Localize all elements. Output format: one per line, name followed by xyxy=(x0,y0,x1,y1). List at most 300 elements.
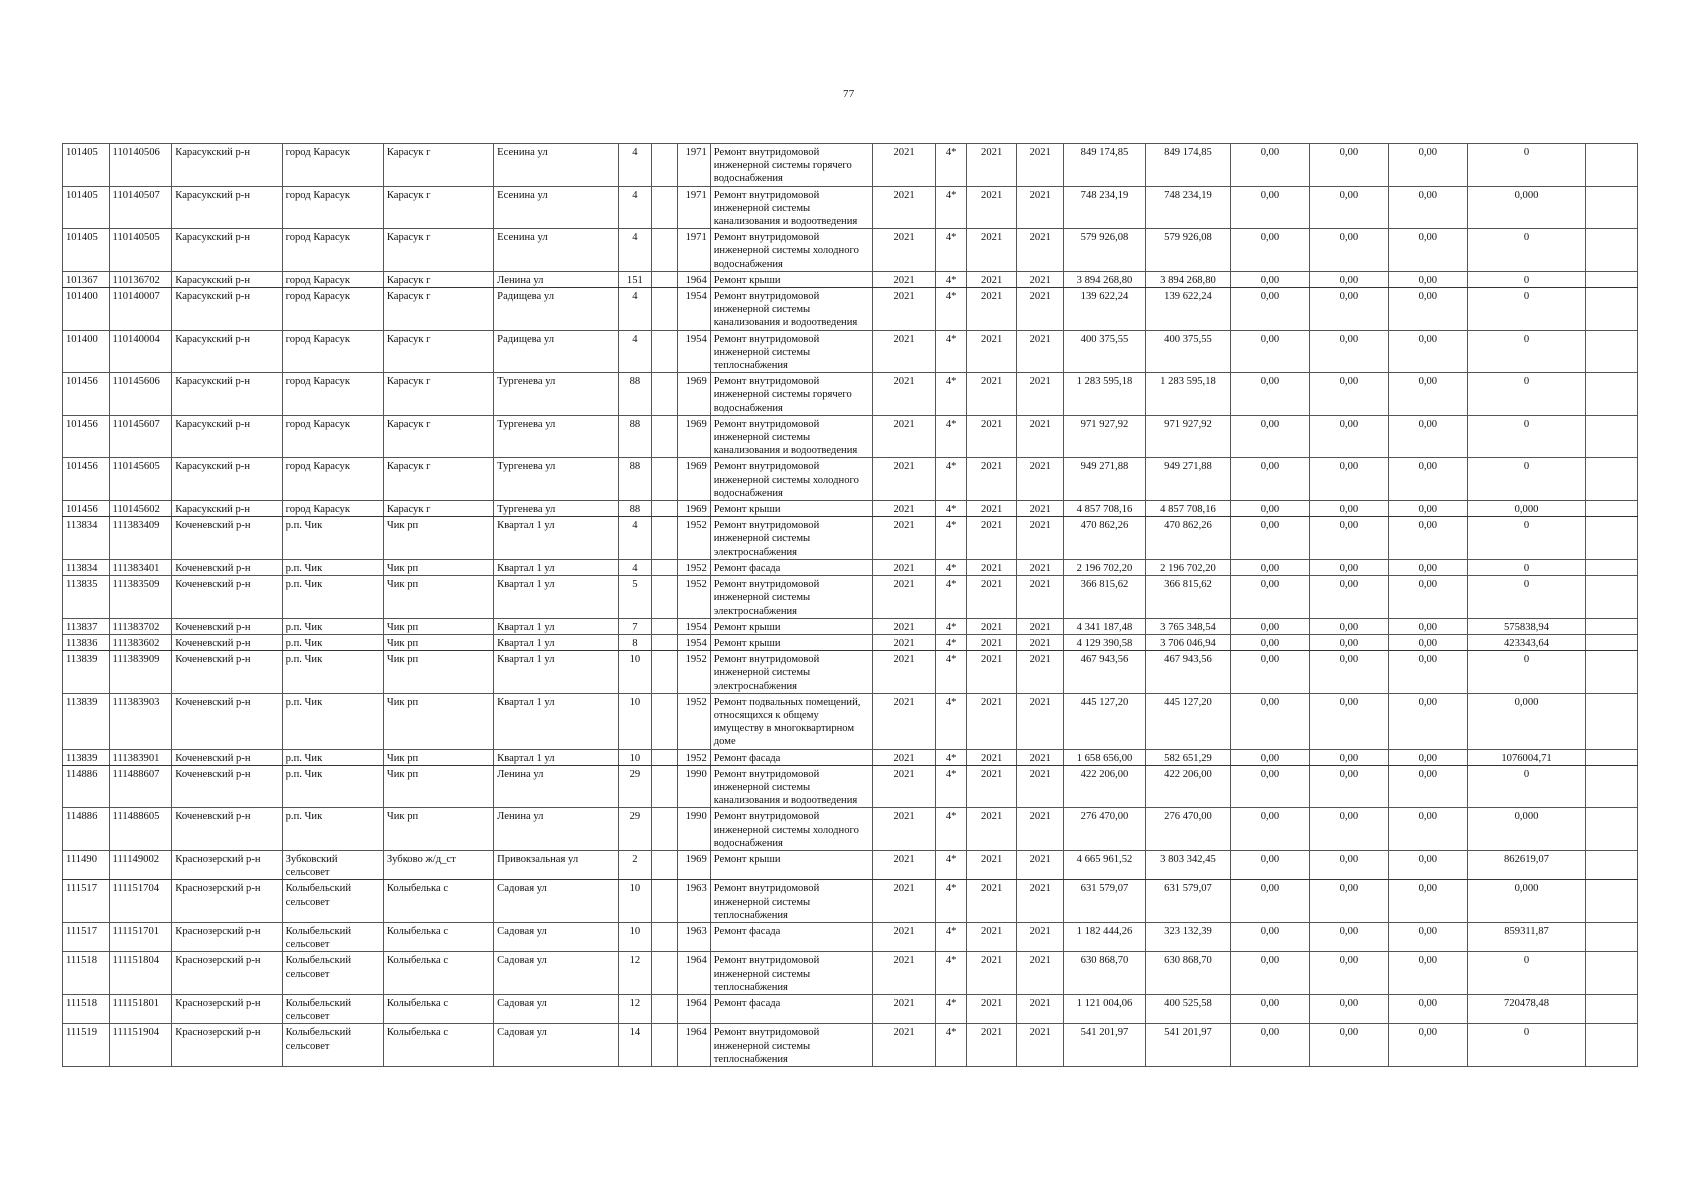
cell-end-year: 2021 xyxy=(1017,415,1064,458)
cell-fund-cost: 276 470,00 xyxy=(1145,808,1230,851)
cell-work-type: Ремонт внутридомовой инженерной системы холодного водоснабжения xyxy=(710,458,872,501)
cell-build-year: 1990 xyxy=(678,765,710,808)
cell-priority: 4* xyxy=(936,693,966,749)
cell-fund-cost: 139 622,24 xyxy=(1145,288,1230,331)
cell-district: Карасукский р-н xyxy=(172,415,282,458)
cell-street: Садовая ул xyxy=(494,1024,619,1067)
cell-street: Квартал 1 ул xyxy=(494,634,619,650)
cell-house-number: 4 xyxy=(618,559,651,575)
cell-object-code: 111383409 xyxy=(109,517,172,560)
cell-budget-local: 0,00 xyxy=(1388,880,1467,923)
cell-building xyxy=(652,229,678,272)
cell-budget-federal: 0,00 xyxy=(1231,634,1310,650)
cell-fund-cost: 470 862,26 xyxy=(1145,517,1230,560)
cell-fund-cost: 323 132,39 xyxy=(1145,922,1230,951)
cell-build-year: 1964 xyxy=(678,952,710,995)
page-number: 77 xyxy=(843,88,855,100)
cell-budget-local: 0,00 xyxy=(1388,808,1467,851)
cell-house-number: 4 xyxy=(618,330,651,373)
cell-end-year: 2021 xyxy=(1017,288,1064,331)
cell-work-type: Ремонт подвальных помещений, относящихся к общему имуществу в многоквартирном доме xyxy=(710,693,872,749)
cell-total-cost: 366 815,62 xyxy=(1064,576,1146,619)
cell-priority: 4* xyxy=(936,634,966,650)
cell-build-year: 1969 xyxy=(678,501,710,517)
cell-building xyxy=(652,330,678,373)
cell-settlement: Карасук г xyxy=(383,144,493,187)
cell-work-type: Ремонт внутридомовой инженерной системы электроснабжения xyxy=(710,651,872,694)
cell-street: Квартал 1 ул xyxy=(494,749,619,765)
cell-budget-regional: 0,00 xyxy=(1309,1024,1388,1067)
cell-building xyxy=(652,576,678,619)
cell-municipality: город Карасук xyxy=(282,271,383,287)
cell-budget-regional: 0,00 xyxy=(1309,850,1388,879)
cell-house-id: 113836 xyxy=(63,634,110,650)
cell-budget-federal: 0,00 xyxy=(1231,922,1310,951)
cell-street: Тургенева ул xyxy=(494,415,619,458)
table-row xyxy=(63,288,1638,331)
cell-total-cost: 4 129 390,58 xyxy=(1064,634,1146,650)
cell-budget-regional: 0,00 xyxy=(1309,458,1388,501)
cell-street: Ленина ул xyxy=(494,271,619,287)
cell-total-cost: 4 857 708,16 xyxy=(1064,501,1146,517)
cell-total-cost: 422 206,00 xyxy=(1064,765,1146,808)
cell-street: Есенина ул xyxy=(494,229,619,272)
cell-priority: 4* xyxy=(936,186,966,229)
cell-fund-cost: 541 201,97 xyxy=(1145,1024,1230,1067)
cell-start-year: 2021 xyxy=(966,288,1017,331)
cell-fund-cost: 445 127,20 xyxy=(1145,693,1230,749)
cell-start-year: 2021 xyxy=(966,651,1017,694)
cell-budget-federal: 0,00 xyxy=(1231,144,1310,187)
cell-work-type: Ремонт фасада xyxy=(710,749,872,765)
cell-owners-funds: 859311,87 xyxy=(1467,922,1585,951)
cell-settlement: Чик рп xyxy=(383,559,493,575)
cell-fund-cost: 949 271,88 xyxy=(1145,458,1230,501)
cell-budget-local: 0,00 xyxy=(1388,765,1467,808)
cell-budget-local: 0,00 xyxy=(1388,634,1467,650)
cell-work-type: Ремонт внутридомовой инженерной системы горячего водоснабжения xyxy=(710,373,872,416)
cell-budget-regional: 0,00 xyxy=(1309,765,1388,808)
table-row xyxy=(63,559,1638,575)
cell-house-number: 88 xyxy=(618,458,651,501)
cell-build-year: 1969 xyxy=(678,415,710,458)
cell-start-year: 2021 xyxy=(966,952,1017,995)
cell-budget-federal: 0,00 xyxy=(1231,1024,1310,1067)
cell-street: Привокзальная ул xyxy=(494,850,619,879)
cell-end-year: 2021 xyxy=(1017,458,1064,501)
cell-building xyxy=(652,517,678,560)
cell-budget-federal: 0,00 xyxy=(1231,808,1310,851)
cell-start-year: 2021 xyxy=(966,458,1017,501)
cell-build-year: 1952 xyxy=(678,651,710,694)
table-row xyxy=(63,501,1638,517)
cell-street: Садовая ул xyxy=(494,994,619,1023)
cell-municipality: р.п. Чик xyxy=(282,749,383,765)
cell-municipality: р.п. Чик xyxy=(282,808,383,851)
cell-plan-year: 2021 xyxy=(872,229,936,272)
cell-fund-cost: 579 926,08 xyxy=(1145,229,1230,272)
cell-end-year: 2021 xyxy=(1017,850,1064,879)
cell-plan-year: 2021 xyxy=(872,994,936,1023)
cell-municipality: р.п. Чик xyxy=(282,693,383,749)
cell-municipality: р.п. Чик xyxy=(282,576,383,619)
cell-district: Коченевский р-н xyxy=(172,517,282,560)
cell-district: Краснозерский р-н xyxy=(172,952,282,995)
cell-budget-local: 0,00 xyxy=(1388,288,1467,331)
cell-district: Карасукский р-н xyxy=(172,330,282,373)
cell-start-year: 2021 xyxy=(966,271,1017,287)
cell-street: Ленина ул xyxy=(494,765,619,808)
cell-end-year: 2021 xyxy=(1017,271,1064,287)
cell-start-year: 2021 xyxy=(966,618,1017,634)
cell-budget-regional: 0,00 xyxy=(1309,808,1388,851)
cell-budget-federal: 0,00 xyxy=(1231,994,1310,1023)
cell-object-code: 111151904 xyxy=(109,1024,172,1067)
cell-object-code: 110140507 xyxy=(109,186,172,229)
cell-street: Садовая ул xyxy=(494,922,619,951)
cell-settlement: Чик рп xyxy=(383,749,493,765)
cell-fund-cost: 630 868,70 xyxy=(1145,952,1230,995)
cell-end-year: 2021 xyxy=(1017,330,1064,373)
cell-build-year: 1954 xyxy=(678,634,710,650)
cell-total-cost: 1 182 444,26 xyxy=(1064,922,1146,951)
cell-object-code: 111383509 xyxy=(109,576,172,619)
cell-owners-funds: 0,000 xyxy=(1467,186,1585,229)
table-row xyxy=(63,634,1638,650)
cell-owners-funds: 0,000 xyxy=(1467,880,1585,923)
cell-house-id: 101405 xyxy=(63,229,110,272)
cell-house-number: 12 xyxy=(618,994,651,1023)
cell-object-code: 110140505 xyxy=(109,229,172,272)
cell-build-year: 1969 xyxy=(678,458,710,501)
cell-house-id: 113839 xyxy=(63,749,110,765)
cell-house-number: 29 xyxy=(618,765,651,808)
cell-settlement: Колыбелька с xyxy=(383,880,493,923)
cell-total-cost: 949 271,88 xyxy=(1064,458,1146,501)
cell-owners-funds: 0 xyxy=(1467,229,1585,272)
cell-municipality: город Карасук xyxy=(282,373,383,416)
cell-note xyxy=(1586,288,1638,331)
cell-street: Тургенева ул xyxy=(494,458,619,501)
cell-fund-cost: 3 894 268,80 xyxy=(1145,271,1230,287)
cell-owners-funds: 0 xyxy=(1467,1024,1585,1067)
cell-budget-local: 0,00 xyxy=(1388,576,1467,619)
cell-municipality: р.п. Чик xyxy=(282,651,383,694)
table-row xyxy=(63,922,1638,951)
cell-municipality: город Карасук xyxy=(282,186,383,229)
cell-house-id: 111517 xyxy=(63,922,110,951)
cell-settlement: Чик рп xyxy=(383,693,493,749)
cell-municipality: Колыбельский сельсовет xyxy=(282,994,383,1023)
cell-start-year: 2021 xyxy=(966,808,1017,851)
cell-district: Краснозерский р-н xyxy=(172,994,282,1023)
table-row xyxy=(63,952,1638,995)
table-row xyxy=(63,651,1638,694)
cell-house-number: 151 xyxy=(618,271,651,287)
cell-house-id: 111517 xyxy=(63,880,110,923)
cell-building xyxy=(652,651,678,694)
cell-total-cost: 467 943,56 xyxy=(1064,651,1146,694)
cell-municipality: р.п. Чик xyxy=(282,517,383,560)
cell-start-year: 2021 xyxy=(966,880,1017,923)
cell-total-cost: 2 196 702,20 xyxy=(1064,559,1146,575)
cell-owners-funds: 0 xyxy=(1467,765,1585,808)
cell-priority: 4* xyxy=(936,651,966,694)
cell-owners-funds: 423343,64 xyxy=(1467,634,1585,650)
cell-settlement: Чик рп xyxy=(383,808,493,851)
cell-note xyxy=(1586,1024,1638,1067)
cell-district: Карасукский р-н xyxy=(172,144,282,187)
cell-note xyxy=(1586,229,1638,272)
cell-house-number: 12 xyxy=(618,952,651,995)
cell-street: Квартал 1 ул xyxy=(494,517,619,560)
cell-municipality: город Карасук xyxy=(282,501,383,517)
cell-budget-regional: 0,00 xyxy=(1309,501,1388,517)
cell-build-year: 1952 xyxy=(678,517,710,560)
cell-priority: 4* xyxy=(936,765,966,808)
cell-build-year: 1954 xyxy=(678,330,710,373)
cell-budget-regional: 0,00 xyxy=(1309,559,1388,575)
cell-end-year: 2021 xyxy=(1017,808,1064,851)
cell-budget-federal: 0,00 xyxy=(1231,576,1310,619)
cell-object-code: 111383401 xyxy=(109,559,172,575)
table-row xyxy=(63,373,1638,416)
cell-house-id: 101456 xyxy=(63,415,110,458)
cell-district: Коченевский р-н xyxy=(172,765,282,808)
cell-budget-local: 0,00 xyxy=(1388,1024,1467,1067)
cell-house-id: 101367 xyxy=(63,271,110,287)
cell-municipality: р.п. Чик xyxy=(282,559,383,575)
cell-start-year: 2021 xyxy=(966,765,1017,808)
cell-budget-regional: 0,00 xyxy=(1309,994,1388,1023)
cell-district: Карасукский р-н xyxy=(172,288,282,331)
cell-building xyxy=(652,501,678,517)
cell-plan-year: 2021 xyxy=(872,1024,936,1067)
cell-priority: 4* xyxy=(936,1024,966,1067)
cell-note xyxy=(1586,517,1638,560)
cell-total-cost: 1 283 595,18 xyxy=(1064,373,1146,416)
cell-district: Краснозерский р-н xyxy=(172,1024,282,1067)
table-row xyxy=(63,749,1638,765)
cell-district: Коченевский р-н xyxy=(172,651,282,694)
cell-house-id: 111518 xyxy=(63,952,110,995)
cell-start-year: 2021 xyxy=(966,576,1017,619)
cell-fund-cost: 1 283 595,18 xyxy=(1145,373,1230,416)
cell-street: Садовая ул xyxy=(494,880,619,923)
cell-budget-federal: 0,00 xyxy=(1231,458,1310,501)
cell-house-number: 88 xyxy=(618,415,651,458)
cell-house-number: 7 xyxy=(618,618,651,634)
cell-end-year: 2021 xyxy=(1017,186,1064,229)
cell-building xyxy=(652,458,678,501)
cell-start-year: 2021 xyxy=(966,634,1017,650)
table-row xyxy=(63,330,1638,373)
cell-note xyxy=(1586,186,1638,229)
cell-build-year: 1971 xyxy=(678,229,710,272)
cell-start-year: 2021 xyxy=(966,517,1017,560)
cell-settlement: Чик рп xyxy=(383,618,493,634)
cell-house-id: 101456 xyxy=(63,458,110,501)
table-row xyxy=(63,271,1638,287)
cell-budget-local: 0,00 xyxy=(1388,922,1467,951)
cell-work-type: Ремонт крыши xyxy=(710,618,872,634)
cell-total-cost: 470 862,26 xyxy=(1064,517,1146,560)
cell-street: Есенина ул xyxy=(494,144,619,187)
cell-budget-federal: 0,00 xyxy=(1231,229,1310,272)
cell-budget-regional: 0,00 xyxy=(1309,186,1388,229)
cell-priority: 4* xyxy=(936,994,966,1023)
cell-building xyxy=(652,749,678,765)
cell-budget-regional: 0,00 xyxy=(1309,922,1388,951)
cell-owners-funds: 862619,07 xyxy=(1467,850,1585,879)
cell-house-id: 113834 xyxy=(63,559,110,575)
cell-settlement: Чик рп xyxy=(383,576,493,619)
cell-total-cost: 400 375,55 xyxy=(1064,330,1146,373)
cell-building xyxy=(652,186,678,229)
cell-total-cost: 445 127,20 xyxy=(1064,693,1146,749)
cell-settlement: Карасук г xyxy=(383,330,493,373)
cell-note xyxy=(1586,144,1638,187)
cell-budget-regional: 0,00 xyxy=(1309,693,1388,749)
cell-municipality: р.п. Чик xyxy=(282,765,383,808)
cell-note xyxy=(1586,651,1638,694)
cell-owners-funds: 0 xyxy=(1467,144,1585,187)
cell-budget-local: 0,00 xyxy=(1388,144,1467,187)
cell-building xyxy=(652,373,678,416)
cell-street: Квартал 1 ул xyxy=(494,618,619,634)
cell-district: Коченевский р-н xyxy=(172,559,282,575)
cell-end-year: 2021 xyxy=(1017,634,1064,650)
cell-municipality: город Карасук xyxy=(282,415,383,458)
cell-note xyxy=(1586,559,1638,575)
cell-work-type: Ремонт внутридомовой инженерной системы теплоснабжения xyxy=(710,330,872,373)
cell-fund-cost: 366 815,62 xyxy=(1145,576,1230,619)
cell-object-code: 111151704 xyxy=(109,880,172,923)
cell-street: Есенина ул xyxy=(494,186,619,229)
cell-settlement: Карасук г xyxy=(383,229,493,272)
cell-municipality: город Карасук xyxy=(282,144,383,187)
cell-building xyxy=(652,559,678,575)
cell-budget-regional: 0,00 xyxy=(1309,271,1388,287)
cell-house-number: 4 xyxy=(618,144,651,187)
table-row xyxy=(63,880,1638,923)
cell-settlement: Карасук г xyxy=(383,288,493,331)
cell-district: Карасукский р-н xyxy=(172,229,282,272)
table-row xyxy=(63,576,1638,619)
cell-work-type: Ремонт внутридомовой инженерной системы теплоснабжения xyxy=(710,880,872,923)
cell-house-id: 113839 xyxy=(63,651,110,694)
cell-start-year: 2021 xyxy=(966,373,1017,416)
cell-fund-cost: 2 196 702,20 xyxy=(1145,559,1230,575)
cell-plan-year: 2021 xyxy=(872,618,936,634)
cell-settlement: Чик рп xyxy=(383,765,493,808)
cell-house-id: 101405 xyxy=(63,144,110,187)
cell-build-year: 1952 xyxy=(678,693,710,749)
cell-work-type: Ремонт крыши xyxy=(710,271,872,287)
cell-fund-cost: 631 579,07 xyxy=(1145,880,1230,923)
cell-build-year: 1964 xyxy=(678,271,710,287)
cell-house-number: 10 xyxy=(618,749,651,765)
cell-end-year: 2021 xyxy=(1017,994,1064,1023)
cell-object-code: 110145607 xyxy=(109,415,172,458)
cell-settlement: Карасук г xyxy=(383,501,493,517)
capital-repair-table xyxy=(62,143,1638,1067)
cell-house-number: 4 xyxy=(618,229,651,272)
table-row xyxy=(63,458,1638,501)
cell-house-id: 101405 xyxy=(63,186,110,229)
cell-plan-year: 2021 xyxy=(872,880,936,923)
cell-priority: 4* xyxy=(936,458,966,501)
cell-end-year: 2021 xyxy=(1017,373,1064,416)
cell-fund-cost: 4 857 708,16 xyxy=(1145,501,1230,517)
cell-work-type: Ремонт внутридомовой инженерной системы горячего водоснабжения xyxy=(710,144,872,187)
cell-municipality: город Карасук xyxy=(282,330,383,373)
cell-total-cost: 276 470,00 xyxy=(1064,808,1146,851)
cell-budget-local: 0,00 xyxy=(1388,850,1467,879)
cell-start-year: 2021 xyxy=(966,415,1017,458)
cell-work-type: Ремонт внутридомовой инженерной системы холодного водоснабжения xyxy=(710,229,872,272)
cell-house-number: 14 xyxy=(618,1024,651,1067)
cell-end-year: 2021 xyxy=(1017,618,1064,634)
cell-house-id: 101400 xyxy=(63,330,110,373)
cell-note xyxy=(1586,373,1638,416)
cell-district: Коченевский р-н xyxy=(172,634,282,650)
cell-building xyxy=(652,808,678,851)
cell-end-year: 2021 xyxy=(1017,517,1064,560)
cell-total-cost: 748 234,19 xyxy=(1064,186,1146,229)
cell-district: Карасукский р-н xyxy=(172,271,282,287)
cell-plan-year: 2021 xyxy=(872,415,936,458)
cell-street: Тургенева ул xyxy=(494,501,619,517)
cell-fund-cost: 400 375,55 xyxy=(1145,330,1230,373)
cell-budget-federal: 0,00 xyxy=(1231,373,1310,416)
cell-owners-funds: 575838,94 xyxy=(1467,618,1585,634)
cell-fund-cost: 3 765 348,54 xyxy=(1145,618,1230,634)
cell-priority: 4* xyxy=(936,501,966,517)
cell-start-year: 2021 xyxy=(966,693,1017,749)
cell-plan-year: 2021 xyxy=(872,373,936,416)
cell-budget-federal: 0,00 xyxy=(1231,651,1310,694)
cell-fund-cost: 400 525,58 xyxy=(1145,994,1230,1023)
cell-object-code: 110145602 xyxy=(109,501,172,517)
cell-street: Радищева ул xyxy=(494,288,619,331)
cell-plan-year: 2021 xyxy=(872,458,936,501)
cell-budget-local: 0,00 xyxy=(1388,693,1467,749)
cell-municipality: город Карасук xyxy=(282,229,383,272)
cell-work-type: Ремонт фасада xyxy=(710,922,872,951)
cell-total-cost: 579 926,08 xyxy=(1064,229,1146,272)
cell-start-year: 2021 xyxy=(966,749,1017,765)
cell-district: Карасукский р-н xyxy=(172,458,282,501)
cell-work-type: Ремонт внутридомовой инженерной системы теплоснабжения xyxy=(710,1024,872,1067)
cell-building xyxy=(652,880,678,923)
cell-object-code: 111383702 xyxy=(109,618,172,634)
cell-build-year: 1963 xyxy=(678,922,710,951)
cell-priority: 4* xyxy=(936,618,966,634)
cell-house-number: 2 xyxy=(618,850,651,879)
cell-budget-federal: 0,00 xyxy=(1231,288,1310,331)
cell-object-code: 111151701 xyxy=(109,922,172,951)
cell-object-code: 111151804 xyxy=(109,952,172,995)
cell-municipality: Колыбельский сельсовет xyxy=(282,880,383,923)
cell-house-id: 114886 xyxy=(63,808,110,851)
cell-object-code: 110145606 xyxy=(109,373,172,416)
cell-owners-funds: 0 xyxy=(1467,651,1585,694)
cell-work-type: Ремонт внутридомовой инженерной системы канализования и водоотведения xyxy=(710,765,872,808)
cell-fund-cost: 748 234,19 xyxy=(1145,186,1230,229)
cell-work-type: Ремонт фасада xyxy=(710,559,872,575)
cell-owners-funds: 0 xyxy=(1467,288,1585,331)
